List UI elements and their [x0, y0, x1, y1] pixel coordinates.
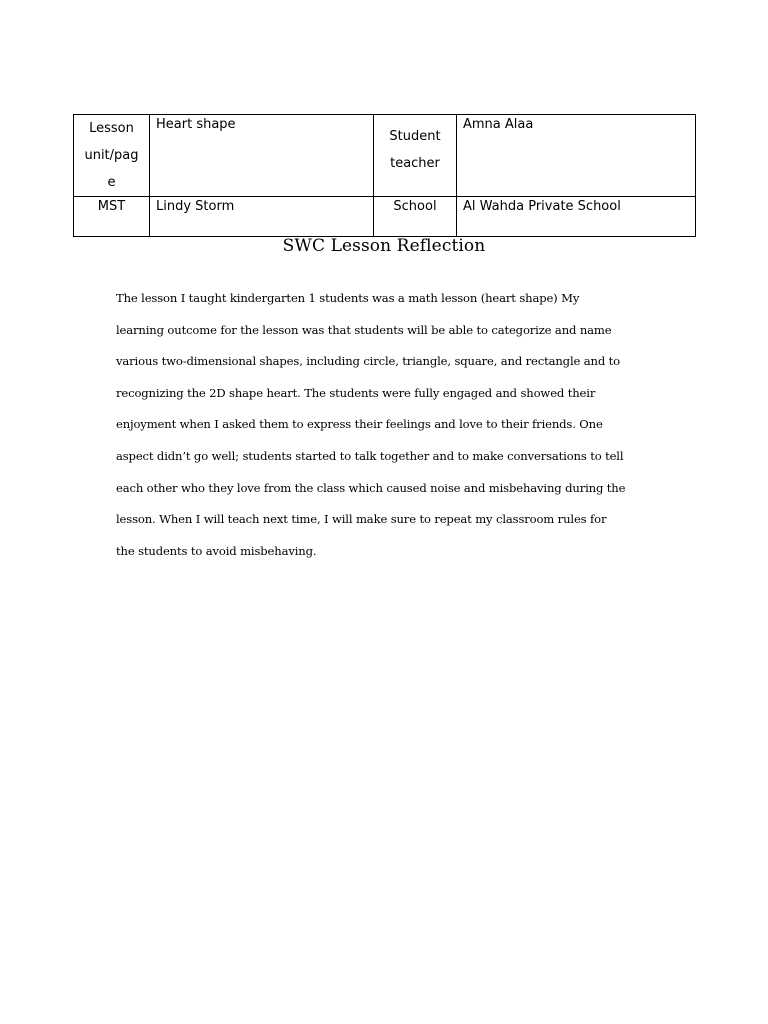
- table-row: [74, 197, 696, 237]
- reflection-paragraph: [116, 283, 661, 567]
- lesson-unit-label-line: e: [107, 175, 116, 190]
- mst-value: Lindy Storm: [150, 197, 374, 237]
- document-title: SWC Lesson Reflection: [282, 236, 486, 256]
- student-teacher-label-cell: [374, 115, 457, 197]
- lesson-unit-label-line: unit/pag: [84, 148, 139, 163]
- student-teacher-label-line: Student: [389, 129, 441, 144]
- paragraph-line: The lesson I taught kindergarten 1 students was a math lesson (heart shape) My: [116, 291, 580, 305]
- lesson-info-table: [73, 114, 696, 237]
- school-label: School: [374, 197, 457, 237]
- paragraph-line: the students to avoid misbehaving.: [116, 543, 317, 558]
- student-teacher-label-line: teacher: [390, 156, 440, 171]
- lesson-unit-label-line: Lesson: [89, 121, 134, 136]
- paragraph-line: aspect didn’t go well; students started to talk together and to make conversations to tell: [116, 448, 624, 463]
- paragraph-line: various two-dimensional shapes, including circle, triangle, square, and rectangle and to: [116, 354, 620, 369]
- lesson-unit-value: Heart shape: [150, 115, 374, 197]
- paragraph-line: each other who they love from the class which caused noise and misbehaving during the: [116, 480, 626, 495]
- paragraph-line: learning outcome for the lesson was that students will be able to categorize and name: [116, 322, 612, 337]
- paragraph-line: lesson. When I will teach next time, I will make sure to repeat my classroom rules for: [116, 512, 607, 527]
- lesson-unit-label-cell: [74, 115, 150, 197]
- school-value: Al Wahda Private School: [457, 197, 696, 237]
- paragraph-line: enjoyment when I asked them to express their feelings and love to their friends. One: [116, 417, 603, 432]
- mst-label: MST: [74, 197, 150, 237]
- table-row: [74, 115, 696, 197]
- paragraph-line: recognizing the 2D shape heart. The students were fully engaged and showed their: [116, 385, 596, 400]
- student-teacher-value: Amna Alaa: [457, 115, 696, 197]
